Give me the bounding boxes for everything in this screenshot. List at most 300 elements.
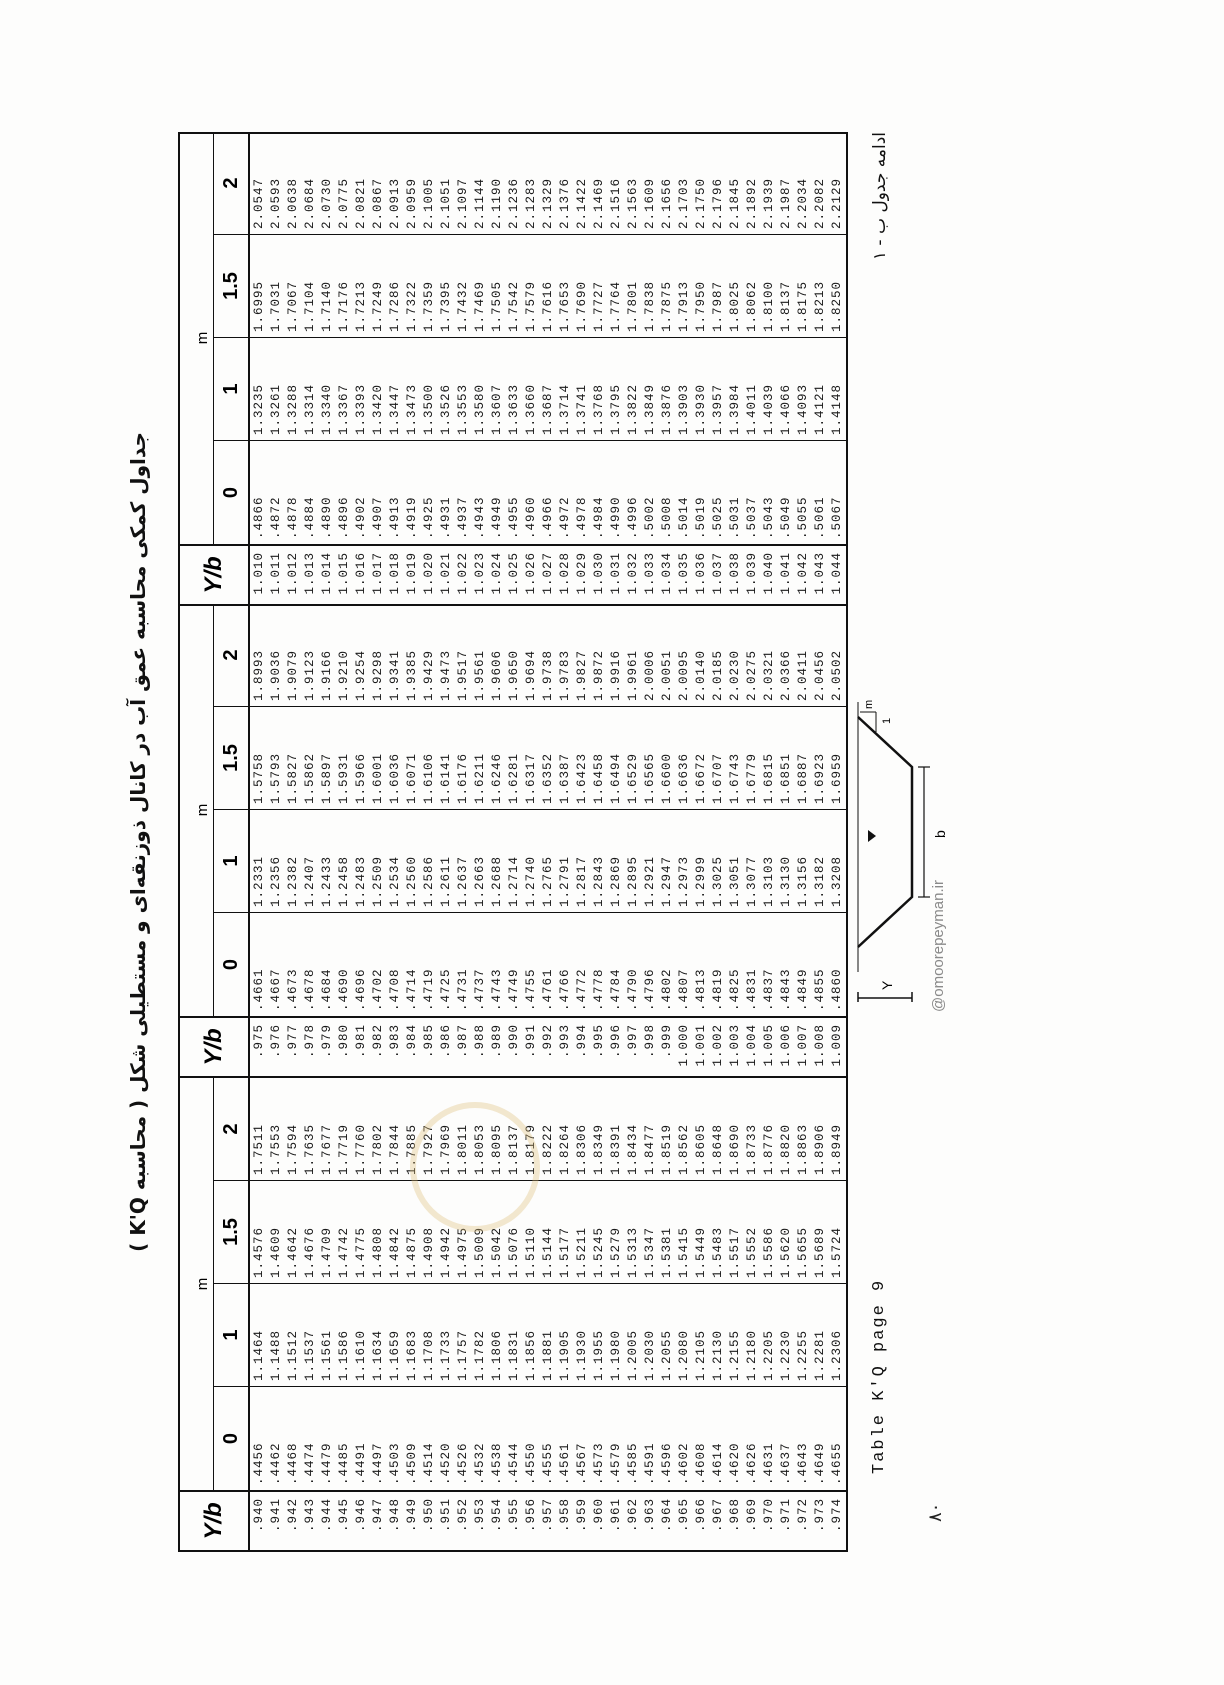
table-cell: .4855 bbox=[813, 968, 828, 1011]
table-cell: .4731 bbox=[455, 968, 470, 1011]
table-cell: 1.6176 bbox=[454, 707, 471, 810]
table-cell: 2.1845 bbox=[727, 132, 744, 235]
table-cell: 1.6815 bbox=[761, 707, 778, 810]
table-cell: 1.7553 bbox=[267, 1078, 284, 1181]
table-cell: 1.2356 bbox=[267, 810, 284, 913]
yb-header: Y/b bbox=[180, 544, 250, 604]
yb-value: .958 bbox=[557, 1490, 574, 1550]
table-cell: 1.7616 bbox=[539, 235, 556, 338]
diagram-one-label: 1 bbox=[881, 717, 893, 724]
yb-value: 1.021 bbox=[437, 544, 454, 604]
table-cell: .4831 bbox=[745, 968, 760, 1011]
table-cell: 1.2458 bbox=[335, 810, 352, 913]
table-cell: 1.3957 bbox=[710, 338, 727, 441]
table-cell: 1.8863 bbox=[795, 1078, 812, 1181]
table-cell: .4872 bbox=[268, 496, 283, 539]
table-cell: .5025 bbox=[711, 496, 726, 539]
table-cell: 1.7838 bbox=[642, 235, 659, 338]
table-cell: .4690 bbox=[336, 968, 351, 1011]
yb-value: 1.016 bbox=[352, 544, 369, 604]
table-cell: .5019 bbox=[694, 496, 709, 539]
table-cell: 1.9783 bbox=[557, 604, 574, 707]
table-cell: .4509 bbox=[404, 1442, 419, 1485]
table-cell: 1.3660 bbox=[522, 338, 539, 441]
table-cell: 1.5415 bbox=[676, 1181, 693, 1284]
table-cell: .4497 bbox=[370, 1442, 385, 1485]
table-cell: 1.9298 bbox=[369, 604, 386, 707]
table-cell: 1.7432 bbox=[454, 235, 471, 338]
table-cell: .4520 bbox=[438, 1442, 453, 1485]
table-cell: 1.6281 bbox=[505, 707, 522, 810]
table-cell: 2.1236 bbox=[505, 132, 522, 235]
table-cell: 1.8025 bbox=[727, 235, 744, 338]
yb-value: .966 bbox=[693, 1490, 710, 1550]
table-cell: 1.1708 bbox=[420, 1284, 437, 1387]
yb-value: 1.009 bbox=[829, 1016, 846, 1076]
table-cell: 1.6494 bbox=[608, 707, 625, 810]
table-cell: 1.7031 bbox=[267, 235, 284, 338]
m-header-label: m bbox=[194, 803, 211, 817]
yb-value: 1.028 bbox=[557, 544, 574, 604]
table-caption: Table K'Q page 9 bbox=[870, 1278, 889, 1474]
table-cell: 1.3340 bbox=[318, 338, 335, 441]
table-cell: .4743 bbox=[489, 968, 504, 1011]
table-cell: 1.2973 bbox=[676, 810, 693, 913]
table-cell: 1.3420 bbox=[369, 338, 386, 441]
table-cell: 1.8213 bbox=[812, 235, 829, 338]
table-cell: 1.2382 bbox=[284, 810, 301, 913]
table-cell: 1.6672 bbox=[693, 707, 710, 810]
column-header: 2 bbox=[214, 132, 250, 235]
m-header bbox=[180, 132, 214, 544]
table-cell: .5037 bbox=[745, 496, 760, 539]
table-cell: 1.4642 bbox=[284, 1181, 301, 1284]
table-cell: 1.7176 bbox=[335, 235, 352, 338]
table-cell: 1.1464 bbox=[250, 1284, 267, 1387]
column-header: 1.5 bbox=[214, 1181, 250, 1284]
table-cell: 1.1856 bbox=[522, 1284, 539, 1387]
table-cell: 1.4093 bbox=[795, 338, 812, 441]
table-cell: 1.1659 bbox=[386, 1284, 403, 1387]
table-cell: .4643 bbox=[796, 1442, 811, 1485]
table-cell: 1.4011 bbox=[744, 338, 761, 441]
yb-value: 1.041 bbox=[778, 544, 795, 604]
yb-value: 1.001 bbox=[693, 1016, 710, 1076]
table-cell: 1.1806 bbox=[488, 1284, 505, 1387]
yb-value: .989 bbox=[488, 1016, 505, 1076]
yb-value: .950 bbox=[420, 1490, 437, 1550]
yb-value: 1.006 bbox=[778, 1016, 795, 1076]
table-cell: 1.5517 bbox=[727, 1181, 744, 1284]
diagram-y-label: Y bbox=[879, 980, 895, 990]
m-header-label: m bbox=[194, 1277, 211, 1291]
table-cell: 1.5042 bbox=[488, 1181, 505, 1284]
table-cell: .5008 bbox=[660, 496, 675, 539]
table-cell: 1.9694 bbox=[522, 604, 539, 707]
table-cell: 1.1930 bbox=[574, 1284, 591, 1387]
table-cell: .4596 bbox=[660, 1442, 675, 1485]
table-cell: 1.2306 bbox=[829, 1284, 846, 1387]
table-cell: 1.7875 bbox=[659, 235, 676, 338]
table-cell: 2.0959 bbox=[403, 132, 420, 235]
table-cell: 1.6636 bbox=[676, 707, 693, 810]
table-cell: .4591 bbox=[643, 1442, 658, 1485]
yb-value: 1.024 bbox=[488, 544, 505, 604]
table-cell: .4784 bbox=[609, 968, 624, 1011]
table-cell: 1.6071 bbox=[403, 707, 420, 810]
yb-value: 1.011 bbox=[267, 544, 284, 604]
table-cell: 1.2534 bbox=[386, 810, 403, 913]
table-cell: .4620 bbox=[728, 1442, 743, 1485]
table-cell: 1.3903 bbox=[676, 338, 693, 441]
diagram-b-label: b bbox=[932, 830, 948, 838]
table-cell: .4573 bbox=[592, 1442, 607, 1485]
table-cell: 1.8137 bbox=[778, 235, 795, 338]
table-cell: 2.1283 bbox=[522, 132, 539, 235]
table-cell: 1.5211 bbox=[574, 1181, 591, 1284]
table-cell: 1.2688 bbox=[488, 810, 505, 913]
table-cell: 1.2791 bbox=[557, 810, 574, 913]
table-cell: 2.0185 bbox=[710, 604, 727, 707]
yb-value: .992 bbox=[539, 1016, 556, 1076]
table-cell: 1.2180 bbox=[744, 1284, 761, 1387]
table-cell: 1.9916 bbox=[608, 604, 625, 707]
table-cell: 1.2869 bbox=[608, 810, 625, 913]
table-cell: 1.5110 bbox=[522, 1181, 539, 1284]
yb-value: 1.007 bbox=[795, 1016, 812, 1076]
table-cell: 1.2947 bbox=[659, 810, 676, 913]
table-cell: 1.1634 bbox=[369, 1284, 386, 1387]
table-cell: 2.0913 bbox=[386, 132, 403, 235]
table-cell: 1.4148 bbox=[829, 338, 846, 441]
table-cell: .4468 bbox=[285, 1442, 300, 1485]
table-cell: 1.6387 bbox=[557, 707, 574, 810]
table-cell: .4984 bbox=[592, 496, 607, 539]
table-cell: .4667 bbox=[268, 968, 283, 1011]
table-cell: 1.8906 bbox=[812, 1078, 829, 1181]
table-cell: 2.1892 bbox=[744, 132, 761, 235]
table-cell: 1.5279 bbox=[608, 1181, 625, 1284]
table-cell: 1.8434 bbox=[625, 1078, 642, 1181]
table-cell: 1.9738 bbox=[539, 604, 556, 707]
title-symbol: K'Q bbox=[126, 1197, 150, 1236]
table-cell: 1.9079 bbox=[284, 604, 301, 707]
table-cell: 1.4742 bbox=[335, 1181, 352, 1284]
table-cell: 1.4808 bbox=[369, 1181, 386, 1284]
table-cell: 1.8306 bbox=[574, 1078, 591, 1181]
table-cell: 2.0321 bbox=[761, 604, 778, 707]
table-cell: .4579 bbox=[609, 1442, 624, 1485]
table-cell: 1.7913 bbox=[676, 235, 693, 338]
table-cell: 1.7727 bbox=[591, 235, 608, 338]
table-cell: .4807 bbox=[677, 968, 692, 1011]
table-cell: 2.1469 bbox=[591, 132, 608, 235]
table-cell: 1.7579 bbox=[522, 235, 539, 338]
table-cell: 2.0275 bbox=[744, 604, 761, 707]
table-cell: 1.4908 bbox=[420, 1181, 437, 1284]
yb-value: .964 bbox=[659, 1490, 676, 1550]
table-cell: .4772 bbox=[575, 968, 590, 1011]
table-cell: 1.4121 bbox=[812, 338, 829, 441]
yb-value: .972 bbox=[795, 1490, 812, 1550]
table-cell: 1.8949 bbox=[829, 1078, 846, 1181]
table-cell: .4896 bbox=[336, 496, 351, 539]
column-header: 1.5 bbox=[214, 235, 250, 338]
table-cell: .4637 bbox=[779, 1442, 794, 1485]
yb-value: .990 bbox=[505, 1016, 522, 1076]
table-cell: 1.5552 bbox=[744, 1181, 761, 1284]
table-cell: 1.2281 bbox=[812, 1284, 829, 1387]
table-cell: 1.1488 bbox=[267, 1284, 284, 1387]
yb-value: .953 bbox=[471, 1490, 488, 1550]
table-cell: 1.8733 bbox=[744, 1078, 761, 1181]
table-cell: 2.0867 bbox=[369, 132, 386, 235]
table-cell: .4655 bbox=[830, 1442, 845, 1485]
table-cell: 2.0140 bbox=[693, 604, 710, 707]
rotated-content bbox=[110, 132, 990, 1552]
table-cell: 2.1144 bbox=[471, 132, 488, 235]
table-cell: 2.2034 bbox=[795, 132, 812, 235]
table-cell: 1.3930 bbox=[693, 338, 710, 441]
yb-value: .995 bbox=[591, 1016, 608, 1076]
table-cell: 1.8250 bbox=[829, 235, 846, 338]
column-header: 1.5 bbox=[214, 707, 250, 810]
table-cell: .4925 bbox=[421, 496, 436, 539]
yb-value: .977 bbox=[284, 1016, 301, 1076]
table-cell: 1.3025 bbox=[710, 810, 727, 913]
yb-value: .955 bbox=[505, 1490, 522, 1550]
table-cell: 1.6036 bbox=[386, 707, 403, 810]
table-cell: 1.5009 bbox=[471, 1181, 488, 1284]
yb-value: .956 bbox=[522, 1490, 539, 1550]
yb-value: .947 bbox=[369, 1490, 386, 1550]
yb-value: 1.004 bbox=[744, 1016, 761, 1076]
table-cell: 1.2509 bbox=[369, 810, 386, 913]
table-cell: .4849 bbox=[796, 968, 811, 1011]
yb-value: 1.003 bbox=[727, 1016, 744, 1076]
table-cell: 1.8648 bbox=[710, 1078, 727, 1181]
table-cell: 1.8137 bbox=[505, 1078, 522, 1181]
table-cell: .4737 bbox=[472, 968, 487, 1011]
table-cell: 1.1586 bbox=[335, 1284, 352, 1387]
table-cell: 2.1097 bbox=[454, 132, 471, 235]
table-cell: 1.5862 bbox=[301, 707, 318, 810]
yb-value: .941 bbox=[267, 1490, 284, 1550]
table-cell: 1.3768 bbox=[591, 338, 608, 441]
yb-value: .979 bbox=[318, 1016, 335, 1076]
table-cell: 1.6106 bbox=[420, 707, 437, 810]
table-cell: 1.7322 bbox=[403, 235, 420, 338]
table-cell: 1.8349 bbox=[591, 1078, 608, 1181]
table-cell: 1.5758 bbox=[250, 707, 267, 810]
table-cell: 2.0593 bbox=[267, 132, 284, 235]
table-cell: 1.4066 bbox=[778, 338, 795, 441]
yb-value: .998 bbox=[642, 1016, 659, 1076]
table-cell: .4907 bbox=[370, 496, 385, 539]
table-cell: 1.3984 bbox=[727, 338, 744, 441]
table-cell: .4479 bbox=[319, 1442, 334, 1485]
table-cell: 1.6423 bbox=[574, 707, 591, 810]
table-cell: 1.7395 bbox=[437, 235, 454, 338]
table-cell: 1.7844 bbox=[386, 1078, 403, 1181]
table-cell: .4937 bbox=[455, 496, 470, 539]
table-cell: .4749 bbox=[506, 968, 521, 1011]
table-cell: 1.2895 bbox=[625, 810, 642, 913]
table-cell: .4919 bbox=[404, 496, 419, 539]
table-cell: .5043 bbox=[762, 496, 777, 539]
yb-header: Y/b bbox=[180, 1490, 250, 1550]
table-cell: .4796 bbox=[643, 968, 658, 1011]
table-cell: 1.2331 bbox=[250, 810, 267, 913]
m-header bbox=[180, 604, 214, 1016]
table-cell: 1.2080 bbox=[676, 1284, 693, 1387]
table-cell: .4955 bbox=[506, 496, 521, 539]
table-cell: 1.3367 bbox=[335, 338, 352, 441]
yb-value: 1.031 bbox=[608, 544, 625, 604]
table-cell: 1.5897 bbox=[318, 707, 335, 810]
channel-diagram bbox=[850, 682, 980, 1002]
table-cell: 2.1005 bbox=[420, 132, 437, 235]
table-cell: 1.7677 bbox=[318, 1078, 335, 1181]
table-cell: .4890 bbox=[319, 496, 334, 539]
table-cell: 1.4975 bbox=[454, 1181, 471, 1284]
table-cell: 1.7950 bbox=[693, 235, 710, 338]
table-cell: 1.3741 bbox=[574, 338, 591, 441]
yb-value: 1.033 bbox=[642, 544, 659, 604]
yb-value: .961 bbox=[608, 1490, 625, 1550]
table-cell: .5055 bbox=[796, 496, 811, 539]
yb-value: .996 bbox=[608, 1016, 625, 1076]
table-cell: 1.2433 bbox=[318, 810, 335, 913]
yb-value: .981 bbox=[352, 1016, 369, 1076]
table-cell: 1.3156 bbox=[795, 810, 812, 913]
table-cell: 1.9341 bbox=[386, 604, 403, 707]
page-title bbox=[110, 132, 166, 1552]
table-cell: .4755 bbox=[523, 968, 538, 1011]
table-cell: 1.7511 bbox=[250, 1078, 267, 1181]
table-cell: 1.2030 bbox=[642, 1284, 659, 1387]
table-cell: 1.3795 bbox=[608, 338, 625, 441]
table-cell: 1.7140 bbox=[318, 235, 335, 338]
table-cell: 1.2817 bbox=[574, 810, 591, 913]
column-header: 0 bbox=[214, 1387, 250, 1490]
table-cell: .4474 bbox=[302, 1442, 317, 1485]
table-cell: 2.0502 bbox=[829, 604, 846, 707]
yb-value: 1.034 bbox=[659, 544, 676, 604]
table-cell: 2.0230 bbox=[727, 604, 744, 707]
table-cell: 2.1939 bbox=[761, 132, 778, 235]
table-cell: 1.8179 bbox=[522, 1078, 539, 1181]
table-cell: 1.3849 bbox=[642, 338, 659, 441]
table-cell: 1.7987 bbox=[710, 235, 727, 338]
table-cell: 1.7104 bbox=[301, 235, 318, 338]
table-cell: 2.1609 bbox=[642, 132, 659, 235]
table-cell: 1.5655 bbox=[795, 1181, 812, 1284]
table-cell: 1.4576 bbox=[250, 1181, 267, 1284]
table-cell: 1.7764 bbox=[608, 235, 625, 338]
table-cell: 1.1881 bbox=[539, 1284, 556, 1387]
table-cell: .4990 bbox=[609, 496, 624, 539]
table-cell: 1.6995 bbox=[250, 235, 267, 338]
table-cell: 1.3687 bbox=[539, 338, 556, 441]
table-cell: 1.8562 bbox=[676, 1078, 693, 1181]
yb-value: 1.018 bbox=[386, 544, 403, 604]
table-cell: 1.2155 bbox=[727, 1284, 744, 1387]
table-cell: .4626 bbox=[745, 1442, 760, 1485]
table-cell: .4555 bbox=[540, 1442, 555, 1485]
table-cell: 1.1831 bbox=[505, 1284, 522, 1387]
table-cell: 1.3288 bbox=[284, 338, 301, 441]
table-cell: .5002 bbox=[643, 496, 658, 539]
table-cell: 1.8993 bbox=[250, 604, 267, 707]
table-cell: 1.3526 bbox=[437, 338, 454, 441]
yb-value: .969 bbox=[744, 1490, 761, 1550]
table-cell: .4778 bbox=[592, 968, 607, 1011]
table-cell: 2.0411 bbox=[795, 604, 812, 707]
yb-value: .988 bbox=[471, 1016, 488, 1076]
yb-value: .971 bbox=[778, 1490, 795, 1550]
table-cell: 1.9166 bbox=[318, 604, 335, 707]
table-cell: 1.4609 bbox=[267, 1181, 284, 1284]
table-cell: 2.1376 bbox=[557, 132, 574, 235]
table-cell: .4714 bbox=[404, 968, 419, 1011]
table-cell: 1.3077 bbox=[744, 810, 761, 913]
table-cell: .4949 bbox=[489, 496, 504, 539]
table-cell: 1.5689 bbox=[812, 1181, 829, 1284]
table-cell: 1.5483 bbox=[710, 1181, 727, 1284]
table-cell: 1.9429 bbox=[420, 604, 437, 707]
yb-value: .994 bbox=[574, 1016, 591, 1076]
table-cell: 1.3580 bbox=[471, 338, 488, 441]
table-cell: 2.1987 bbox=[778, 132, 795, 235]
yb-value: 1.010 bbox=[250, 544, 267, 604]
table-cell: 1.3103 bbox=[761, 810, 778, 913]
yb-value: .943 bbox=[301, 1490, 318, 1550]
title-close: ) bbox=[126, 1242, 150, 1252]
yb-value: .985 bbox=[420, 1016, 437, 1076]
table-cell: 1.1980 bbox=[608, 1284, 625, 1387]
table-cell: 2.1190 bbox=[488, 132, 505, 235]
table-cell: 1.3130 bbox=[778, 810, 795, 913]
table-cell: 1.7594 bbox=[284, 1078, 301, 1181]
table-cell: 1.6565 bbox=[642, 707, 659, 810]
table-cell: 2.1329 bbox=[539, 132, 556, 235]
table-cell: 1.6600 bbox=[659, 707, 676, 810]
table-cell: .4661 bbox=[251, 968, 266, 1011]
yb-value: .980 bbox=[335, 1016, 352, 1076]
table-cell: 1.5793 bbox=[267, 707, 284, 810]
table-cell: 1.6141 bbox=[437, 707, 454, 810]
table-cell: 2.0006 bbox=[642, 604, 659, 707]
table-cell: 1.5245 bbox=[591, 1181, 608, 1284]
table-cell: 1.6458 bbox=[591, 707, 608, 810]
table-cell: .4725 bbox=[438, 968, 453, 1011]
table-cell: 1.3208 bbox=[829, 810, 846, 913]
table-cell: 1.5724 bbox=[829, 1181, 846, 1284]
table-cell: 2.0456 bbox=[812, 604, 829, 707]
yb-value: 1.023 bbox=[471, 544, 488, 604]
yb-value: 1.012 bbox=[284, 544, 301, 604]
table-cell: 1.6352 bbox=[539, 707, 556, 810]
table-cell: 1.8690 bbox=[727, 1078, 744, 1181]
table-cell: 1.4709 bbox=[318, 1181, 335, 1284]
table-cell: 1.5620 bbox=[778, 1181, 795, 1284]
table-cell: 1.7249 bbox=[369, 235, 386, 338]
yb-value: .952 bbox=[454, 1490, 471, 1550]
table-cell: 1.8222 bbox=[539, 1078, 556, 1181]
table-cell: 1.2663 bbox=[471, 810, 488, 913]
yb-value: .959 bbox=[574, 1490, 591, 1550]
